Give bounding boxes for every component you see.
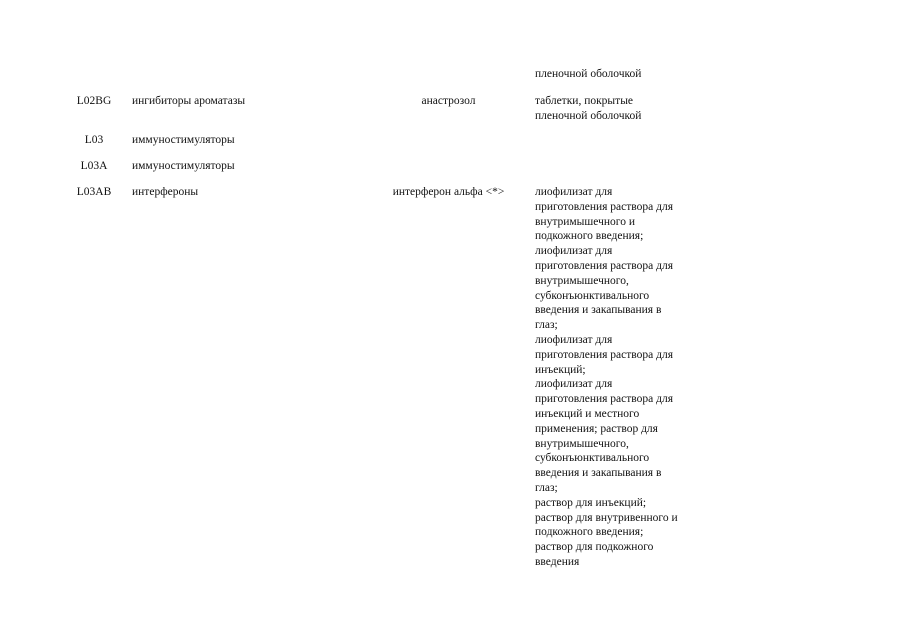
row-3-atc-code: L03A: [80, 160, 108, 172]
row-4-form-line: инъекций и местного: [535, 407, 640, 420]
row-1-form-line: пленочной оболочкой: [535, 109, 642, 122]
row-1-drug-name: анастрозол: [421, 95, 476, 107]
row-2-atc-code: L03: [84, 134, 104, 146]
row-4-form-line: раствор для подкожного: [535, 541, 654, 554]
row-4-form-line: внутримышечного,: [535, 274, 629, 287]
row-4-form-line: введения и закапывания в: [535, 304, 662, 317]
row-4-form-line: подкожного введения;: [535, 526, 644, 539]
row-4-form-line: лиофилизат для: [535, 245, 613, 258]
row-0-form-line: пленочной оболочкой: [535, 68, 642, 80]
row-1-group-name: ингибиторы ароматазы: [132, 95, 246, 107]
row-4-dosage-forms: [535, 185, 678, 570]
row-4-form-line: субконъюнктивального: [535, 289, 650, 302]
row-4-form-line: приготовления раствора для: [535, 259, 673, 272]
row-4-form-line: лиофилизат для: [535, 186, 613, 198]
row-1-dosage-forms: [535, 94, 641, 124]
row-4-form-line: лиофилизат для: [535, 378, 613, 391]
row-4-form-line: применения; раствор для: [535, 422, 658, 435]
row-4-form-line: подкожного введения;: [535, 230, 644, 243]
row-1-atc-code: L02BG: [76, 95, 112, 107]
row-4-form-line: приготовления раствора для: [535, 393, 673, 406]
row-4-form-line: введения и закапывания в: [535, 467, 662, 480]
row-4-form-line: лиофилизат для: [535, 333, 613, 346]
row-4-form-line: приготовления раствора для: [535, 348, 673, 361]
row-0-dosage-forms: [535, 67, 641, 82]
row-4-form-line: инъекций;: [535, 363, 586, 376]
row-4-form-line: субконъюнктивального: [535, 452, 650, 465]
row-4-form-line: раствор для внутривенного и: [535, 511, 678, 524]
row-4-group-name: интерфероны: [132, 186, 199, 198]
row-4-form-line: глаз;: [535, 481, 558, 494]
row-4-form-line: глаз;: [535, 319, 558, 332]
row-3-group-name: иммуностимуляторы: [132, 160, 235, 172]
row-4-atc-code: L03AB: [76, 186, 112, 198]
row-4-form-line: внутримышечного,: [535, 437, 629, 450]
row-4-drug-name: интерферон альфа <*>: [392, 186, 505, 198]
row-4-form-line: внутримышечного и: [535, 215, 635, 228]
row-4-form-line: введения: [535, 555, 580, 568]
row-4-form-line: раствор для инъекций;: [535, 496, 647, 509]
row-4-form-line: приготовления раствора для: [535, 200, 673, 213]
row-1-form-line: таблетки, покрытые: [535, 95, 634, 107]
row-2-group-name: иммуностимуляторы: [132, 134, 235, 146]
